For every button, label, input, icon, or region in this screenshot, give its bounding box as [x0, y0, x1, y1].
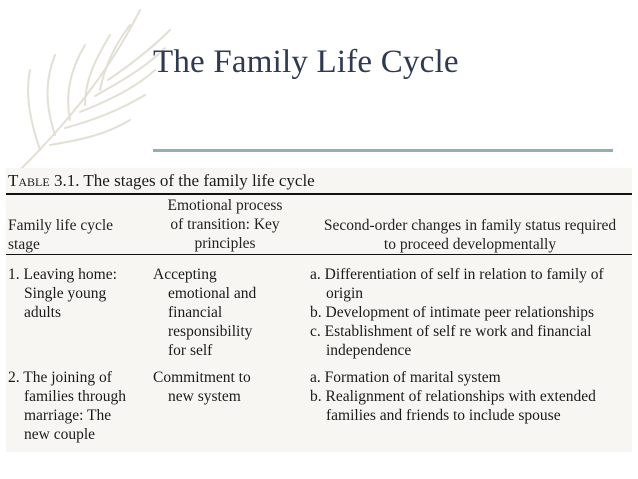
table-row-2-changes: a. Formation of marital system b. Realignment of relationships with extended families and friends to include spouse: [310, 369, 596, 424]
title-divider: [153, 149, 613, 152]
column-header-second-order-changes: Second-order changes in family status required to proceed developmentally: [323, 217, 617, 253]
column-header-emotional-process: Emotional process of transition: Key principles: [167, 197, 283, 252]
table-caption-text: The stages of the family life cycle: [83, 171, 315, 190]
table-header-rule: [6, 254, 632, 255]
decorative-leaf-frond-icon: [0, 0, 240, 170]
table-caption: [8, 171, 315, 191]
table-caption-label: Table 3.1.: [8, 171, 80, 190]
table-top-rule: [6, 193, 632, 195]
slide-title: The Family Life Cycle: [153, 44, 459, 80]
column-header-stage: Family life cycle stage: [8, 217, 114, 253]
table-row-1-changes: a. Differentiation of self in relation to family of origin b. Development of intimate peer relationships c. Establishment of self re work and financial independence: [310, 266, 604, 359]
table-row-1-stage: 1. Leaving home: Single young adults: [8, 266, 117, 321]
table-row-2-process: Commitment to new system: [153, 369, 251, 405]
table-row-1-process: Accepting emotional and financial responsibility for self: [153, 266, 257, 359]
table-row-2-stage: 2. The joining of families through marriage: The new couple: [8, 369, 127, 443]
